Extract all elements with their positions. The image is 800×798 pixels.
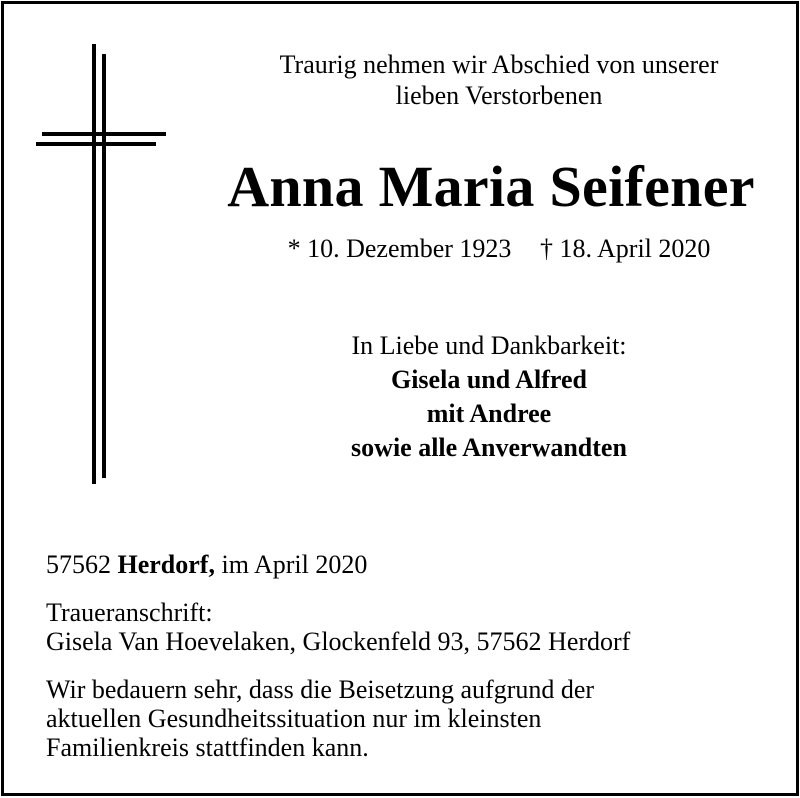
- life-dates: [204, 233, 794, 265]
- death-date: 18. April 2020: [559, 234, 711, 263]
- address-label: Traueranschrift:: [46, 598, 213, 627]
- birth-symbol: *: [287, 234, 301, 263]
- latin-cross-icon: [34, 44, 169, 484]
- town: Herdorf,: [117, 550, 215, 579]
- notice-line: Familienkreis stattfinden kann.: [46, 733, 369, 762]
- intro-line-1: Traurig nehmen wir Abschied von unserer: [279, 50, 719, 79]
- funeral-notice: [46, 675, 791, 762]
- intro-text: [199, 49, 799, 111]
- month-date: im April 2020: [221, 550, 368, 579]
- notice-line: Wir bedauern sehr, dass die Beisetzung aufgrund der: [46, 675, 595, 704]
- mourner-line: sowie alle Anverwandten: [351, 433, 627, 462]
- intro-line-2: lieben Verstorbenen: [395, 81, 603, 110]
- mourner-line: mit Andree: [426, 399, 552, 428]
- birth-date: 10. Dezember 1923: [307, 234, 512, 263]
- postcode: 57562: [46, 550, 111, 579]
- mourner-line: Gisela und Alfred: [390, 365, 587, 394]
- mourning-address: [46, 598, 791, 656]
- mourners-intro: In Liebe und Dankbarkeit:: [351, 331, 627, 360]
- obituary-card: [1, 1, 799, 796]
- notice-line: aktuellen Gesundheitssituation nur im kleinsten: [46, 704, 542, 733]
- deceased-name: Anna Maria Seifener: [227, 154, 755, 219]
- place-date-line: [46, 550, 791, 579]
- mourners-block: [184, 329, 794, 465]
- address-value: Gisela Van Hoevelaken, Glockenfeld 93, 57562 Herdorf: [46, 627, 631, 656]
- death-symbol: †: [539, 234, 553, 263]
